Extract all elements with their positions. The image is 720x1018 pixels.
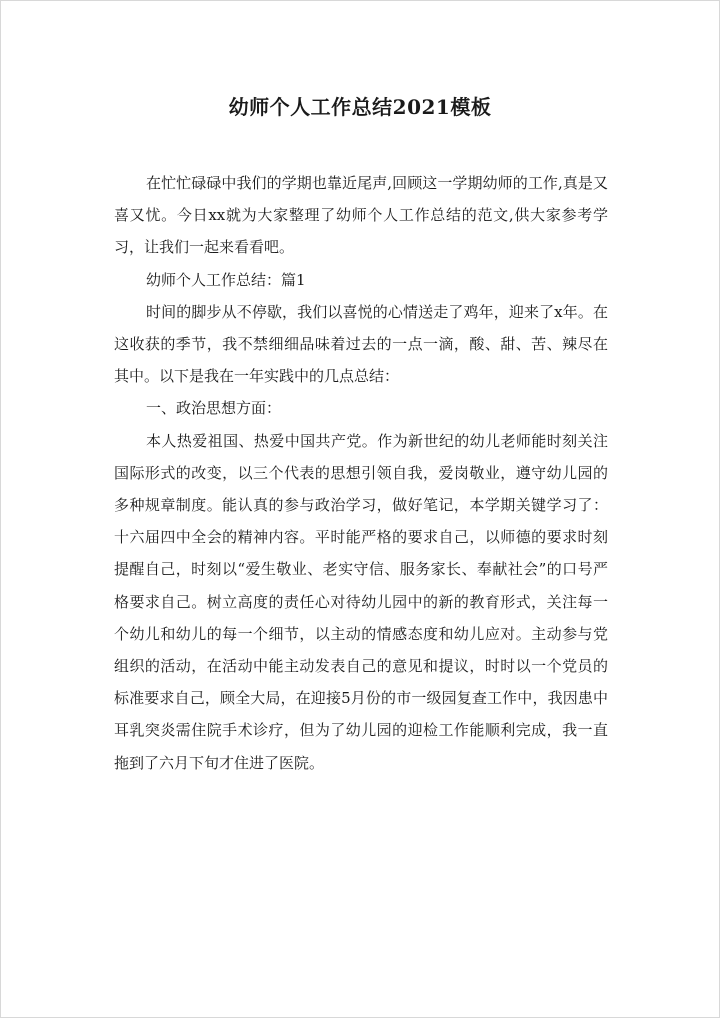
section-heading-part1: 幼师个人工作总结：篇1 <box>146 270 306 289</box>
document-title: 幼师个人工作总结2021模板 <box>228 95 492 119</box>
document-body <box>114 167 608 779</box>
paragraph-intro: 在忙忙碌碌中我们的学期也靠近尾声,回顾这一学期幼师的工作,真是又喜又忧。今日xx就为大家整理了幼师个人工作总结的范文,供大家参考学习，让我们一起来看看吧。 <box>114 174 608 257</box>
section-heading-politics: 一、政治思想方面： <box>146 399 282 418</box>
paragraph-summary-intro: 时间的脚步从不停歇，我们以喜悦的心情送走了鸡年，迎来了x年。在这收获的季节，我不禁细细品味着过去的一点一滴，酸、甜、苦、辣尽在其中。以下是我在一年实践中的几点总结： <box>114 302 608 386</box>
paragraph-politics: 本人热爱祖国、热爱中国共产党。作为新世纪的幼儿老师能时刻关注国际形式的改变，以三个代表的思想引领自我，爱岗敬业，遵守幼儿园的多种规章制度。能认真的参与政治学习，做好笔记，本学期关键学习了：十六届四中全会的精神内容。平时能严格的要求自己，以师德的要求时刻提醒自己，时刻以“爱生敬业、老实守信、服务家长、奉献社会”的口号严格要求自己。树立高度的责任心对待幼儿园中的新的教育形式，关注每一个幼儿和幼儿的每一个细节，以主动的情感态度和幼儿应对。主动参与党组织的活动，在活动中能主动发表自己的意见和提议，时时以一个党员的标准要求自己，顾全大局，在迎接5月份的市一级园复查工作中，我因患中耳乳突炎需住院手术诊疗，但为了幼儿园的迎检工作能顺利完成，我一直拖到了六月下旬才住进了医院。 <box>114 431 608 772</box>
